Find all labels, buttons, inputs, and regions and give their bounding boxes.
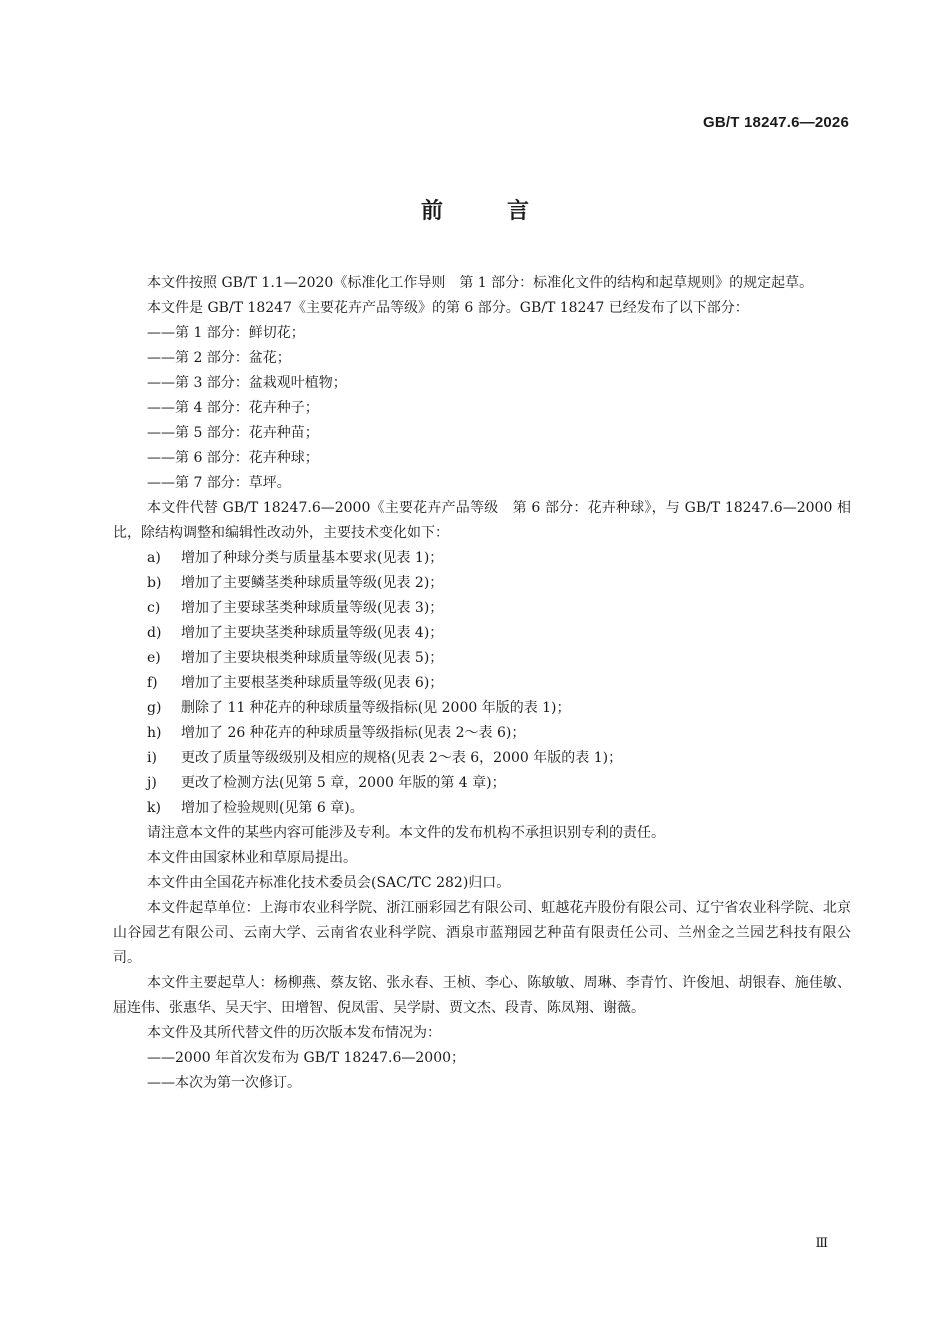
item-text: 增加了主要块茎类种球质量等级(见表 4)； [181, 625, 444, 641]
parts-list [113, 321, 851, 496]
item-text: 增加了主要块根类种球质量等级(见表 5)； [181, 650, 444, 666]
list-item: ——2000 年首次发布为 GB/T 18247.6—2000； [147, 1050, 466, 1066]
item-text: 更改了检测方法(见第 5 章，2000 年版的第 4 章)； [181, 775, 506, 791]
list-item: ——本次为第一次修订。 [147, 1075, 301, 1091]
item-label: j) [147, 775, 157, 791]
item-label: a) [147, 550, 161, 566]
paragraph: 本文件主要起草人：杨柳燕、蔡友铭、张永春、王桢、李心、陈敏敏、周琳、李青竹、许俊旭、胡银春、施佳敏、屈连伟、张惠华、吴天宇、田增智、倪凤雷、吴学尉、贾文杰、段青、陈凤翔、谢薇。 [113, 975, 851, 1016]
list-item [113, 771, 851, 796]
list-item: ——第 7 部分：草坪。 [147, 475, 291, 491]
item-label: b) [147, 575, 162, 591]
list-item: ——第 3 部分：盆栽观叶植物； [147, 375, 347, 391]
list-item [113, 746, 851, 771]
item-label: h) [147, 725, 162, 741]
list-item: ——第 6 部分：花卉种球； [147, 450, 319, 466]
list-item [113, 571, 851, 596]
item-text: 增加了主要根茎类种球质量等级(见表 6)； [181, 675, 444, 691]
paragraph: 本文件及其所代替文件的历次版本发布情况为： [147, 1025, 441, 1041]
paragraph: 本文件由国家林业和草原局提出。 [147, 850, 357, 866]
paragraph: 本文件起草单位：上海市农业科学院、浙江丽彩园艺有限公司、虹越花卉股份有限公司、辽宁省农业科学院、北京山谷园艺有限公司、云南大学、云南省农业科学院、酒泉市蓝翔园艺种苗有限责任公司、兰州金之兰园艺科技有限公司。 [113, 900, 851, 966]
item-label: c) [147, 600, 161, 616]
paragraph: 本文件代替 GB/T 18247.6—2000《主要花卉产品等级 第 6 部分：花卉种球》，与 GB/T 18247.6—2000 相比，除结构调整和编辑性改动外，主要技术变化如下： [113, 500, 851, 541]
paragraph: 本文件按照 GB/T 1.1—2020《标准化工作导则 第 1 部分：标准化文件的结构和起草规则》的规定起草。 [147, 275, 814, 291]
paragraph: 本文件由全国花卉标准化技术委员会(SAC/TC 282)归口。 [147, 875, 511, 891]
list-item: ——第 4 部分：花卉种子； [147, 400, 319, 416]
list-item: ——第 5 部分：花卉种苗； [147, 425, 319, 441]
foreword-body [113, 271, 851, 1096]
standard-code: GB/T 18247.6—2026 [703, 114, 849, 131]
list-item [113, 671, 851, 696]
list-item [113, 696, 851, 721]
item-text: 增加了主要鳞茎类种球质量等级(见表 2)； [181, 575, 444, 591]
page-title: 前言 [420, 199, 593, 224]
item-label: e) [147, 650, 161, 666]
item-text: 删除了 11 种花卉的种球质量等级指标(见 2000 年版的表 1)； [181, 700, 571, 716]
item-text: 增加了种球分类与质量基本要求(见表 1)； [181, 550, 444, 566]
changes-list [113, 546, 851, 821]
page-number: Ⅲ [815, 1236, 828, 1251]
list-item [113, 646, 851, 671]
list-item [113, 621, 851, 646]
item-text: 更改了质量等级级别及相应的规格(见表 2～表 6，2000 年版的表 1)； [181, 750, 623, 766]
item-text: 增加了检验规则(见第 6 章)。 [181, 800, 364, 816]
list-item [113, 546, 851, 571]
list-item [113, 796, 851, 821]
list-item: ——第 2 部分：盆花； [147, 350, 291, 366]
item-label: d) [147, 625, 162, 641]
paragraph: 本文件是 GB/T 18247《主要花卉产品等级》的第 6 部分。GB/T 18247 已经发布了以下部分： [147, 300, 749, 316]
item-text: 增加了 26 种花卉的种球质量等级指标(见表 2～表 6)； [181, 725, 526, 741]
paragraph: 请注意本文件的某些内容可能涉及专利。本文件的发布机构不承担识别专利的责任。 [147, 825, 665, 841]
list-item [113, 721, 851, 746]
history-list [113, 1046, 851, 1096]
item-label: g) [147, 700, 162, 716]
item-label: i) [147, 750, 157, 766]
list-item [113, 596, 851, 621]
item-label: f) [147, 675, 158, 691]
item-label: k) [147, 800, 161, 816]
list-item: ——第 1 部分：鲜切花； [147, 325, 305, 341]
item-text: 增加了主要球茎类种球质量等级(见表 3)； [181, 600, 444, 616]
